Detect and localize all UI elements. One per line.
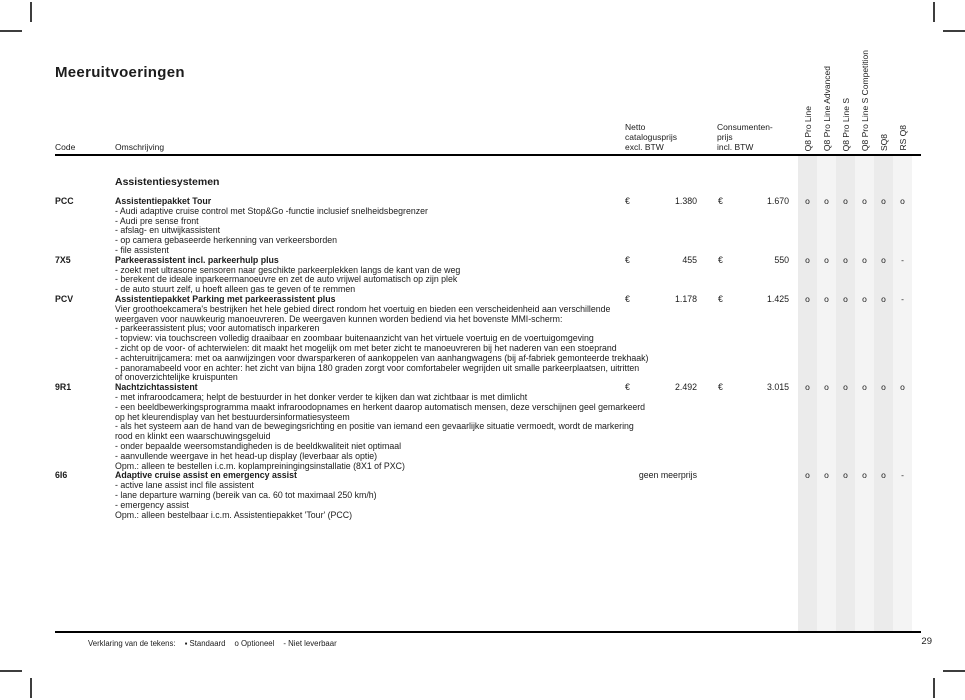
row-title: Adaptive cruise assist en emergency assist (115, 470, 297, 481)
net-price-value: 2.492 (674, 382, 697, 393)
availability-mark: o (824, 293, 829, 304)
net-price-value: 1.178 (674, 293, 697, 304)
row-title: Assistentiepakket Tour (115, 196, 212, 206)
consumer-price-value: 1.425 (766, 293, 789, 304)
row-description-line: - zicht op de voor- of achterwielen: dit maakt het mogelijk om met beter zicht te manoeuvreren bij het naderen van een stoeprand (115, 342, 617, 353)
column-header-code: Code (55, 142, 76, 152)
model-column-header: SQ8 (879, 133, 889, 151)
row-code: PCC (55, 196, 74, 206)
crop-mark-bottom-left-horizontal (0, 670, 22, 672)
row-description-line: Vier groothoekcamera's bestrijken het hele gebied direct rondom het voertuig en bieden een verscheidenheid aan verschillende (115, 303, 611, 314)
model-column-header: Q8 Pro Line (803, 105, 813, 151)
legend-item: ▪ Standaard (184, 639, 226, 648)
crop-mark-top-left-vertical (30, 2, 32, 22)
availability-mark: - (901, 293, 904, 304)
net-price-currency: € (625, 254, 630, 265)
consumer-price-line3: incl. BTW (717, 142, 754, 152)
row-title: Assistentiepakket Parking met parkeerassistent plus (115, 293, 336, 304)
availability-mark: o (824, 254, 829, 265)
model-column-header: Q8 Pro Line S (841, 97, 851, 151)
consumer-price-currency: € (718, 293, 723, 304)
row-description-line: - zoekt met ultrasone sensoren naar geschikte parkeerplekken langs de kant van de weg (115, 264, 461, 275)
price-note: geen meerprijs (638, 470, 697, 481)
row-code: 6I6 (55, 470, 68, 481)
consumer-price-line2: prijs (717, 132, 733, 142)
net-price-value: 455 (682, 254, 697, 265)
net-price-line1: Netto (625, 122, 646, 132)
availability-mark: o (824, 470, 829, 481)
row-description-line: - aanvullende weergave in het head-up display (leverbaar als optie) (115, 450, 378, 461)
row-description-line: - panoramabeeld voor en achter: het zicht van bijna 180 graden zorgt voor comfortabeler wegrijden uit smalle parkeerplaatsen, uitritten (115, 362, 640, 373)
row-code: 9R1 (55, 382, 72, 393)
row-title: Parkeerassistent incl. parkeerhulp plus (115, 254, 279, 265)
consumer-price-value: 1.670 (766, 196, 789, 206)
availability-mark: - (901, 470, 904, 481)
availability-mark: o (805, 382, 810, 393)
table-row (55, 197, 935, 256)
row-description-line: - achteruitrijcamera: met oa aanwijzingen voor dwarsparkeren of aankoppelen van aanhangwagens (bij af-fabriek gemonteerde trekhaak) (115, 352, 649, 363)
availability-mark: o (843, 470, 848, 481)
row-description-line: Opm.: alleen bestelbaar i.c.m. Assistentiepakket 'Tour' (PCC) (115, 509, 353, 520)
column-header-net-price (625, 122, 677, 152)
section-heading: Assistentiesystemen (115, 176, 220, 188)
model-column-header: Q8 Pro Line Advanced (822, 65, 832, 151)
row-description-line: - een beeldbewerkingsprogramma maakt infraroodopnames en herkent daarop automatisch mensen, deze verschijnen geel gemarkeerd (115, 401, 646, 412)
legend-item: - Niet leverbaar (283, 639, 337, 648)
consumer-price-value: 550 (774, 254, 789, 265)
row-description-line: Opm.: alleen te bestellen i.c.m. koplampreiningingsinstallatie (8X1 of PXC) (115, 460, 405, 471)
availability-mark: o (805, 293, 810, 304)
availability-mark: o (843, 293, 848, 304)
availability-mark: o (862, 293, 867, 304)
table-rows (55, 197, 935, 520)
row-description-line: - de auto stuurt zelf, u hoeft alleen gas te geven of te remmen (115, 284, 356, 295)
availability-mark: o (824, 382, 829, 393)
row-description-line: - op camera gebaseerde herkenning van verkeersborden (115, 235, 338, 246)
legend-parts (176, 639, 337, 648)
crop-mark-bottom-left-vertical (30, 678, 32, 698)
availability-mark: o (862, 382, 867, 393)
row-description-line: rood en klinkt een waarschuwingsgeluid (115, 431, 271, 442)
availability-mark: o (843, 196, 848, 206)
column-header-description: Omschrijving (115, 142, 165, 152)
table-header-rule (55, 154, 921, 156)
availability-mark: o (881, 382, 886, 393)
row-description-line: - als het systeem aan de hand van de bewegingsrichting en positie van iemand een gevaarlijke situatie vermoedt, wordt de markering (115, 421, 634, 432)
row-description-line: - afslag- en uitwijkassistent (115, 225, 221, 236)
column-header-consumer-price (717, 122, 773, 152)
page-number: 29 (921, 636, 932, 647)
availability-mark: o (881, 293, 886, 304)
table-row (55, 471, 935, 520)
availability-mark: o (824, 196, 829, 206)
net-price-currency: € (625, 382, 630, 393)
availability-mark: o (881, 196, 886, 206)
row-description-line: - parkeerassistent plus; voor automatisch inparkeren (115, 323, 320, 334)
row-code: PCV (55, 293, 74, 304)
availability-mark: o (900, 382, 905, 393)
row-description-line: - file assistent (115, 244, 169, 255)
table-row (55, 256, 935, 295)
row-description-line: - berekent de ideale inparkeermanoeuvre en zet de auto vrijwel automatisch op zijn plek (115, 274, 458, 285)
availability-mark: o (862, 470, 867, 481)
crop-mark-bottom-right-vertical (933, 678, 935, 698)
consumer-price-value: 3.015 (766, 382, 789, 393)
consumer-price-line1: Consumenten- (717, 122, 773, 132)
table-row (55, 295, 935, 383)
net-price-line3: excl. BTW (625, 142, 664, 152)
availability-mark: o (900, 196, 905, 206)
row-description-line: of onoverzichtelijke kruispunten (115, 372, 238, 383)
table-body (55, 176, 935, 520)
availability-mark: o (881, 254, 886, 265)
row-description-line: - emergency assist (115, 499, 189, 510)
model-column-header: Q8 Pro Line S Competition (860, 49, 870, 151)
row-description-line: - lane departure warning (bereik van ca. 60 tot maximaal 250 km/h) (115, 489, 377, 500)
row-description-line: - topview: via touchscreen volledig draaibaar en zoombaar buitenaanzicht van het virtuele voertuig en de voertuigomgeving (115, 333, 594, 344)
availability-mark: o (805, 196, 810, 206)
availability-mark: o (805, 470, 810, 481)
availability-mark: o (843, 254, 848, 265)
net-price-currency: € (625, 293, 630, 304)
legend-label: Verklaring van de tekens: (88, 639, 176, 648)
net-price-value: 1.380 (674, 196, 697, 206)
consumer-price-currency: € (718, 196, 723, 206)
table-row (55, 383, 935, 471)
model-column-header: RS Q8 (898, 125, 908, 151)
availability-mark: o (881, 470, 886, 481)
table-bottom-rule (55, 631, 921, 633)
net-price-line2: catalogusprijs (625, 132, 677, 142)
row-description-line: - active lane assist incl file assistent (115, 480, 254, 491)
legend (88, 639, 337, 648)
row-description-line: - onder bepaalde weersomstandigheden is de beeldkwaliteit niet optimaal (115, 440, 402, 451)
crop-mark-top-right-horizontal (943, 30, 965, 32)
crop-mark-bottom-right-horizontal (943, 670, 965, 672)
row-description-line: - Audi adaptive cruise control met Stop&Go -functie inclusief snelheidsbegrenzer (115, 205, 428, 216)
row-title: Nachtzichtassistent (115, 382, 198, 393)
row-description-line: op het kleurendisplay van het bestuurdersinformatiesysteem (115, 411, 350, 422)
page-title: Meeruitvoeringen (55, 64, 185, 81)
legend-item: o Optioneel (234, 639, 275, 648)
consumer-price-currency: € (718, 254, 723, 265)
availability-mark: o (843, 382, 848, 393)
availability-mark: - (901, 254, 904, 265)
availability-mark: o (862, 196, 867, 206)
availability-mark: o (862, 254, 867, 265)
row-description-line: - met infraroodcamera; helpt de bestuurder in het donker verder te kijken dan wat zichtbaar is met dimlicht (115, 391, 528, 402)
row-description-line: - Audi pre sense front (115, 215, 199, 226)
crop-mark-top-left-horizontal (0, 30, 22, 32)
row-description-line: weergaven voor nauwkeurig manoeuvreren. De weergaven kunnen worden bediend via het bovenste MMI-scherm: (115, 313, 563, 324)
net-price-currency: € (625, 196, 630, 206)
availability-mark: o (805, 254, 810, 265)
row-code: 7X5 (55, 254, 71, 265)
crop-mark-top-right-vertical (933, 2, 935, 22)
consumer-price-currency: € (718, 382, 723, 393)
